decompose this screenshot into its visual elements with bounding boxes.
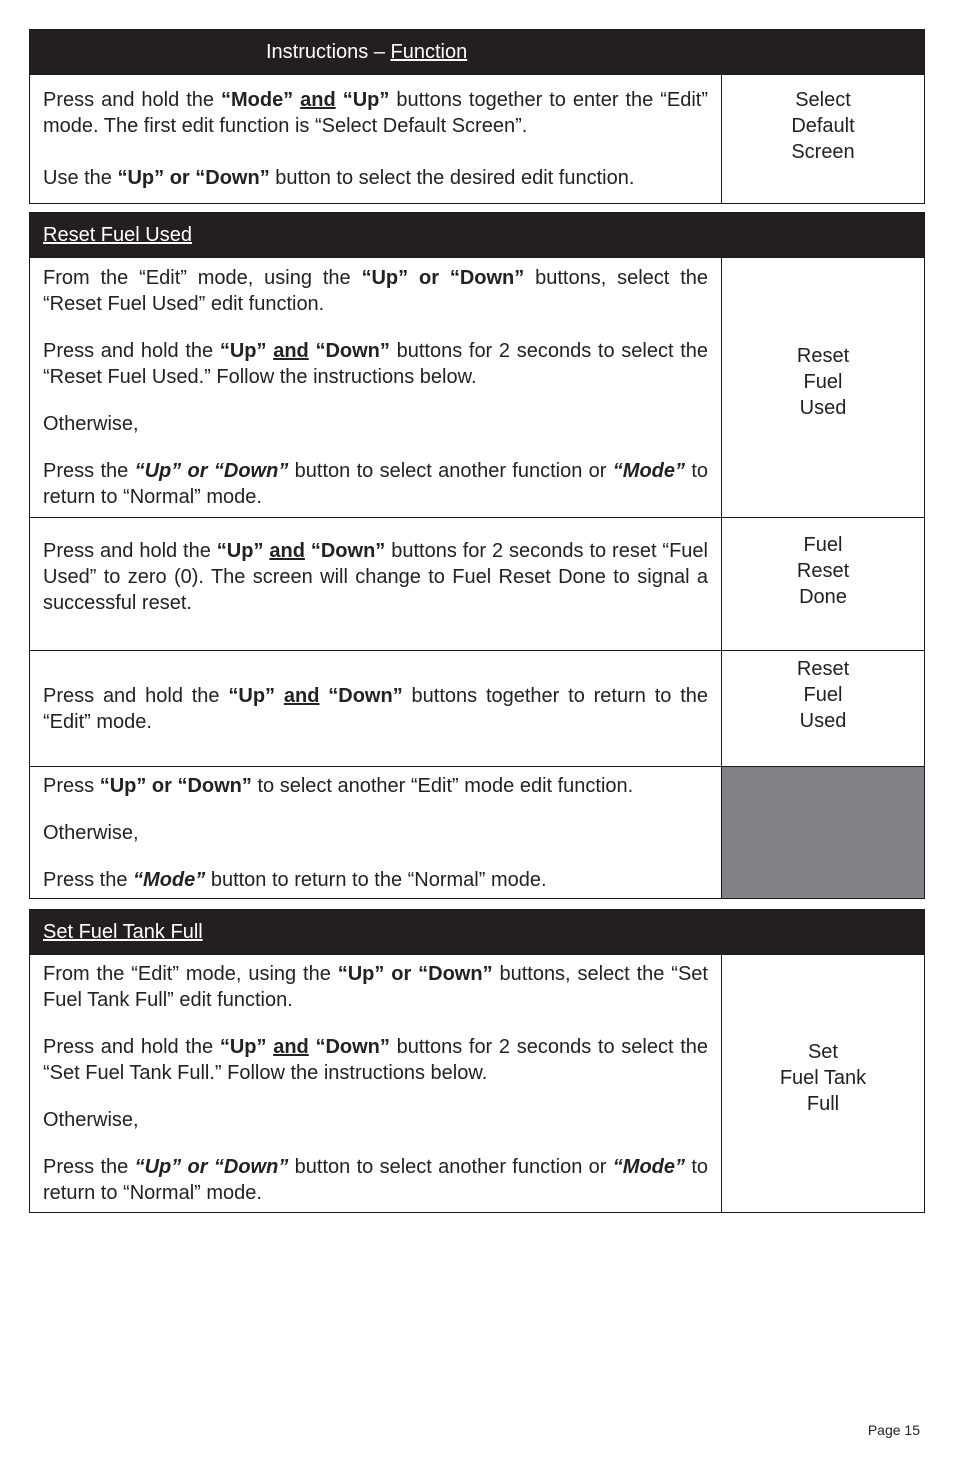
- instructions-function-table: [29, 29, 925, 204]
- instruction-text: [30, 75, 722, 203]
- instruction-text: [30, 518, 722, 650]
- set-fuel-tank-full-table: [29, 909, 925, 1213]
- instruction-text: [30, 651, 722, 766]
- instruction-text: [30, 258, 722, 517]
- paragraph: Press and hold the “Up” and “Down” buttons for 2 seconds to select the “Reset Fuel Used.” Follow the instructions below.: [43, 340, 708, 388]
- paragraph: Otherwise,: [43, 821, 139, 844]
- paragraph: Press and hold the “Up” and “Down” buttons for 2 seconds to reset “Fuel Used” to zero (0). The screen will change to Fuel Reset Done to signal a successful reset.: [43, 540, 708, 614]
- blank-gray-cell: [722, 767, 924, 898]
- paragraph: Otherwise,: [43, 413, 139, 435]
- table-row: [30, 517, 924, 650]
- paragraph: Otherwise,: [43, 1109, 139, 1131]
- header-title: Set Fuel Tank Full: [43, 921, 203, 943]
- page-number: Page 15: [867, 1422, 920, 1438]
- paragraph: Press “Up” or “Down” to select another “Edit” mode edit function.: [43, 774, 634, 797]
- instruction-text: [30, 767, 722, 898]
- screen-label: Reset Fuel Used: [796, 344, 850, 419]
- table-row: [30, 766, 924, 898]
- paragraph: Press the “Mode” button to return to the “Normal” mode.: [43, 868, 547, 891]
- table-row: [30, 954, 924, 1212]
- table-header: [30, 30, 924, 74]
- screen-label: Select Default Screen: [791, 89, 855, 163]
- table-row: [30, 650, 924, 766]
- paragraph: Press the “Up” or “Down” button to select another function or “Mode” to return to “Normal” mode.: [43, 460, 709, 508]
- header-title: Reset Fuel Used: [43, 224, 192, 246]
- paragraph: Press the “Up” or “Down” button to select another function or “Mode” to return to “Normal” mode.: [43, 1156, 709, 1204]
- table-header: [30, 213, 924, 257]
- paragraph: Use the “Up” or “Down” button to select the desired edit function.: [43, 167, 635, 189]
- reset-fuel-used-table: [29, 212, 925, 899]
- paragraph: From the “Edit” mode, using the “Up” or “Down” buttons, select the “Reset Fuel Used” edit function.: [43, 267, 708, 315]
- screen-label: Reset Fuel Used: [796, 658, 850, 732]
- paragraph: Press and hold the “Up” and “Down” buttons together to return to the “Edit” mode.: [43, 684, 709, 733]
- header-prefix: Instructions –: [266, 41, 391, 63]
- screen-label: Set Fuel Tank Full: [779, 1040, 867, 1115]
- table-header: [30, 910, 924, 954]
- instruction-text: [30, 955, 722, 1212]
- paragraph: Press and hold the “Up” and “Down” buttons for 2 seconds to select the “Set Fuel Tank Full.” Follow the instructions below.: [43, 1036, 708, 1084]
- table-row: [30, 74, 924, 203]
- table-row: [30, 257, 924, 517]
- paragraph: Press and hold the “Mode” and “Up” buttons together to enter the “Edit” mode. The first edit function is “Select Default Screen”.: [43, 89, 708, 137]
- screen-label: Fuel Reset Done: [796, 534, 850, 608]
- paragraph: From the “Edit” mode, using the “Up” or “Down” buttons, select the “Set Fuel Tank Full” edit function.: [43, 963, 708, 1011]
- header-link: Function: [390, 41, 468, 63]
